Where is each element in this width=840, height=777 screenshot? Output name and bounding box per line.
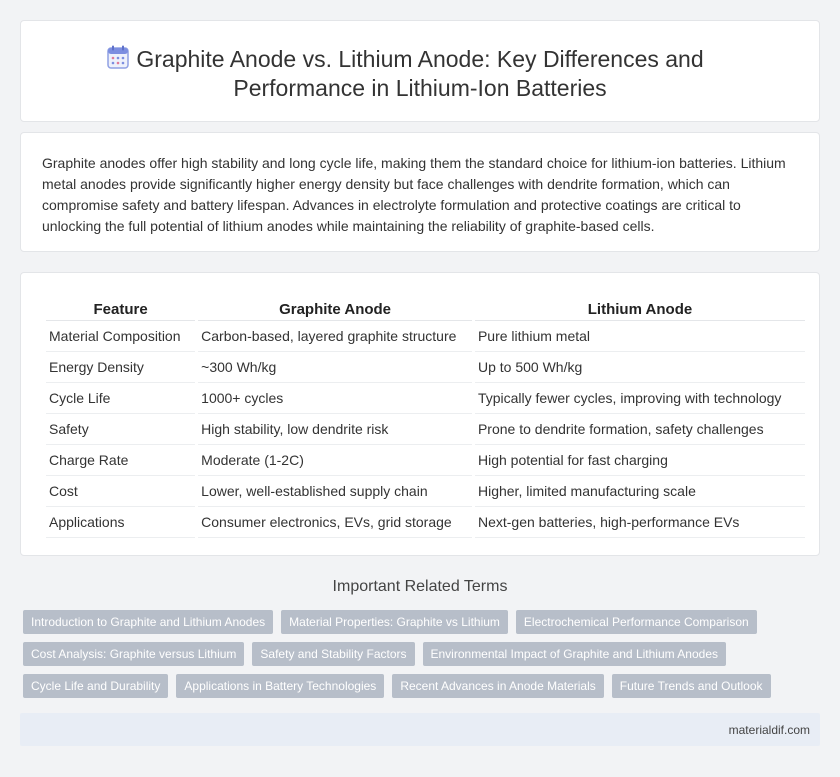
cell-lithium: Next-gen batteries, high-performance EVs — [475, 507, 805, 538]
cell-feature: Material Composition — [46, 321, 195, 352]
related-terms-row — [23, 642, 823, 666]
cell-feature: Applications — [46, 507, 195, 538]
cell-feature: Cost — [46, 476, 195, 507]
cell-lithium: Up to 500 Wh/kg — [475, 352, 805, 383]
header-lithium-anode: Lithium Anode — [475, 294, 805, 321]
cell-graphite: Consumer electronics, EVs, grid storage — [198, 507, 472, 538]
cell-lithium: Typically fewer cycles, improving with technology — [475, 383, 805, 414]
cell-feature: Safety — [46, 414, 195, 445]
cell-graphite: Lower, well-established supply chain — [198, 476, 472, 507]
cell-lithium: Prone to dendrite formation, safety challenges — [475, 414, 805, 445]
table-row — [46, 383, 805, 414]
footer — [20, 713, 820, 746]
cell-graphite: 1000+ cycles — [198, 383, 472, 414]
table-row — [46, 352, 805, 383]
table-row — [46, 321, 805, 352]
header-card — [20, 20, 820, 122]
related-term-link[interactable]: Cycle Life and Durability — [23, 674, 168, 698]
footer-site-link[interactable]: materialdif.com — [728, 723, 810, 737]
table-row — [46, 445, 805, 476]
related-terms-row — [23, 610, 823, 634]
cell-graphite: ~300 Wh/kg — [198, 352, 472, 383]
intro-card — [20, 132, 820, 252]
related-term-link[interactable]: Safety and Stability Factors — [252, 642, 414, 666]
related-terms-heading: Important Related Terms — [332, 578, 508, 595]
page-title — [21, 45, 819, 103]
related-terms-row — [23, 674, 823, 698]
intro-paragraph: Graphite anodes offer high stability and long cycle life, making them the standard choice for lithium-ion batteries. Lithium metal anodes provide significantly higher energy density but face challenges with dendrite formation, which can compromise safety and battery lifespan. Advances in electrolyte formulation and protective coatings are critical to unlocking the full potential of lithium anodes while maintaining the reliability of graphite-based cells. — [42, 155, 786, 234]
related-term-link[interactable]: Electrochemical Performance Comparison — [516, 610, 757, 634]
related-term-link[interactable]: Recent Advances in Anode Materials — [392, 674, 603, 698]
comparison-table — [43, 294, 808, 538]
cell-graphite: High stability, low dendrite risk — [198, 414, 472, 445]
table-row — [46, 507, 805, 538]
related-term-link[interactable]: Environmental Impact of Graphite and Lithium Anodes — [423, 642, 727, 666]
related-term-link[interactable]: Material Properties: Graphite vs Lithium — [281, 610, 508, 634]
comparison-table-card — [20, 272, 820, 556]
cell-feature: Charge Rate — [46, 445, 195, 476]
related-term-link[interactable]: Future Trends and Outlook — [612, 674, 771, 698]
related-term-link[interactable]: Cost Analysis: Graphite versus Lithium — [23, 642, 244, 666]
cell-graphite: Carbon-based, layered graphite structure — [198, 321, 472, 352]
cell-feature: Energy Density — [46, 352, 195, 383]
page-title-line-2: Performance in Lithium-Ion Batteries — [233, 75, 607, 101]
table-header-row — [46, 294, 805, 321]
page-title-line-1: Graphite Anode vs. Lithium Anode: Key Differences and — [136, 46, 704, 72]
related-term-link[interactable]: Introduction to Graphite and Lithium Anodes — [23, 610, 273, 634]
cell-lithium: Higher, limited manufacturing scale — [475, 476, 805, 507]
cell-graphite: Moderate (1-2C) — [198, 445, 472, 476]
related-term-link[interactable]: Applications in Battery Technologies — [176, 674, 384, 698]
header-feature: Feature — [46, 294, 195, 321]
table-row — [46, 476, 805, 507]
related-terms-list — [23, 610, 823, 706]
cell-feature: Cycle Life — [46, 383, 195, 414]
header-graphite-anode: Graphite Anode — [198, 294, 472, 321]
cell-lithium: High potential for fast charging — [475, 445, 805, 476]
cell-lithium: Pure lithium metal — [475, 321, 805, 352]
table-row — [46, 414, 805, 445]
